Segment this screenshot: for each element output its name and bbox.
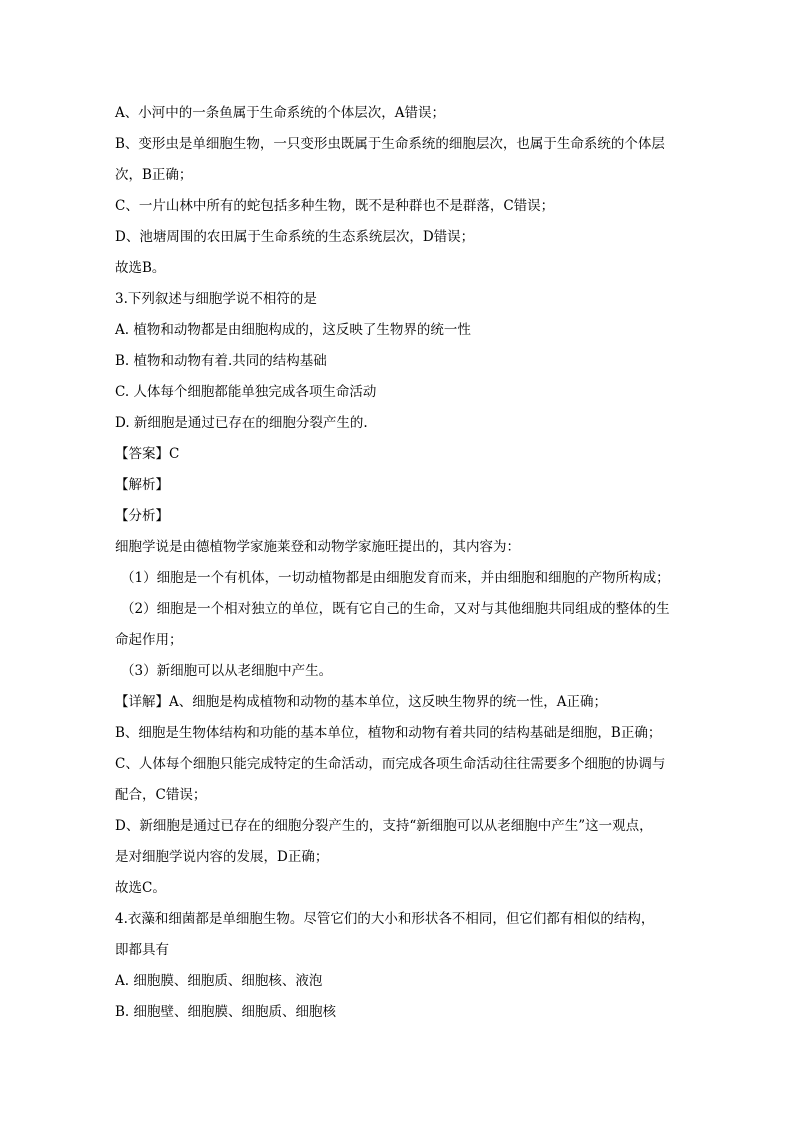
option-c: C. 人体每个细胞都能单独完成各项生命活动 (115, 384, 377, 400)
analysis-heading: 【解析】 (115, 477, 169, 493)
question-title: 3.下列叙述与细胞学说不相符的是 (115, 291, 317, 307)
text-line: 配合，C错误； (115, 787, 207, 803)
answer-line: 【答案】C (115, 446, 180, 462)
analysis-subheading: 【分析】 (115, 508, 169, 524)
text-line: 即都具有 (115, 942, 169, 958)
text-line: （1）细胞是一个有机体，一切动植物都是由细胞发育而来，并由细胞和细胞的产物所构成； (121, 570, 670, 586)
option-a: A. 植物和动物都是由细胞构成的，这反映了生物界的统一性 (115, 322, 471, 338)
text-line: 次，B正确； (115, 167, 193, 183)
option-d: D. 新细胞是通过已存在的细胞分裂产生的. (115, 415, 368, 431)
text-line: D、新细胞是通过已存在的细胞分裂产生的，支持“新细胞可以从老细胞中产生”这一观点， (115, 818, 653, 834)
document-page (115, 98, 685, 1028)
text-line: C、一片山林中所有的蛇包括多种生物，既不是种群也不是群落，C错误； (115, 198, 555, 214)
option-a: A. 细胞膜、细胞质、细胞核、液泡 (115, 973, 323, 989)
text-line: B、细胞是生物体结构和功能的基本单位，植物和动物有着共同的结构基础是细胞，B正确； (115, 725, 662, 741)
text-line: A、小河中的一条鱼属于生命系统的个体层次，A错误； (115, 105, 445, 121)
text-line: （2）细胞是一个相对独立的单位，既有它自己的生命，又对与其他细胞共同组成的整体的生 (121, 601, 670, 617)
text-line: 是对细胞学说内容的发展，D正确； (115, 849, 329, 865)
text-line: D、池塘周围的农田属于生命系统的生态系统层次，D错误； (115, 229, 475, 245)
question-title: 4.衣藻和细菌都是单细胞生物。尽管它们的大小和形状各不相同，但它们都有相似的结构， (115, 911, 655, 927)
text-line: （3）新细胞可以从老细胞中产生。 (121, 663, 333, 679)
option-b: B. 植物和动物有着.共同的结构基础 (115, 353, 327, 369)
detail-heading: 【详解】A、细胞是构成植物和动物的基本单位，这反映生物界的统一性，A正确； (115, 694, 607, 710)
text-line: B、变形虫是单细胞生物，一只变形虫既属于生命系统的细胞层次，也属于生命系统的个体层 (115, 136, 665, 152)
text-line: C、人体每个细胞只能完成特定的生命活动，而完成各项生命活动往往需要多个细胞的协调与 (115, 756, 666, 772)
text-line: 命起作用； (115, 632, 183, 648)
text-line: 故选C。 (115, 880, 166, 896)
option-b: B. 细胞壁、细胞膜、细胞质、细胞核 (115, 1004, 337, 1020)
text-line: 故选B。 (115, 260, 166, 276)
text-line: 细胞学说是由德植物学家施莱登和动物学家施旺提出的，其内容为： (115, 539, 520, 555)
